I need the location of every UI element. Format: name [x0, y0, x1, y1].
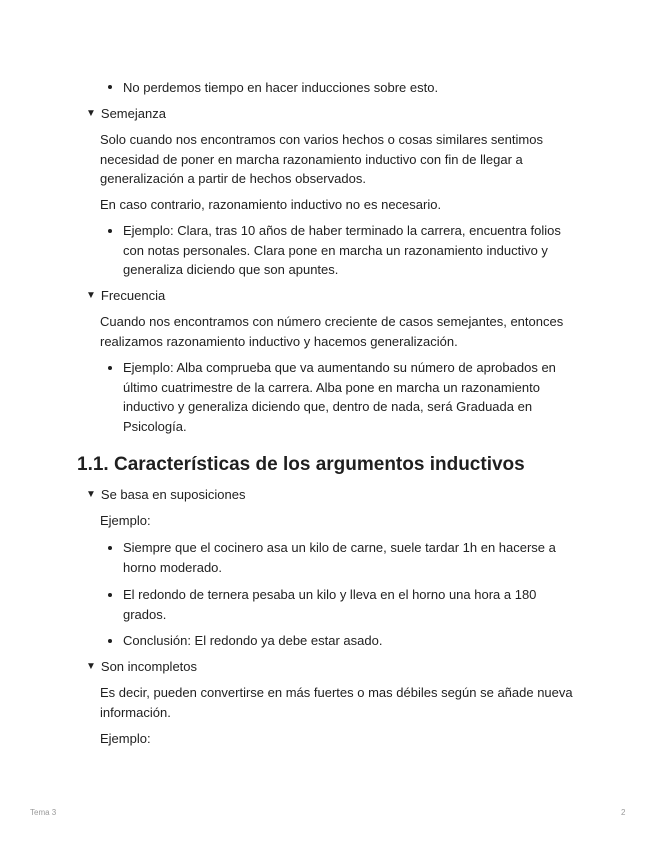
section-heading: 1.1. Características de los argumentos inductivos	[77, 454, 525, 475]
toggle-title: Frecuencia	[100, 288, 166, 303]
intro-bullet: No perdemos tiempo en hacer inducciones sobre esto.	[123, 80, 439, 95]
paragraph: Ejemplo:	[100, 731, 151, 746]
footer-page-number: 2	[621, 808, 626, 817]
bullet-dot	[108, 229, 112, 233]
toggle-title: Son incompletos	[100, 659, 198, 674]
triangle-down-icon: ▼	[86, 489, 96, 500]
list-item: Siempre que el cocinero asa un kilo de carne, suele tardar 1h en hacerse a horno moderado.	[123, 540, 556, 575]
list-item: Ejemplo: Clara, tras 10 años de haber terminado la carrera, encuentra folios con notas personales. Clara pone en marcha un razonamiento inductivo y generaliza diciendo que son apuntes.	[123, 223, 561, 277]
list-item: Ejemplo: Alba comprueba que va aumentando su número de aprobados en último cuatrimestre de la carrera. Alba pone en marcha un razonamiento inductivo y generaliza diciendo que, dentro de nada, será Graduada en Psicología.	[123, 360, 556, 434]
toggle-semejanza[interactable]	[86, 105, 166, 123]
toggle-incompletos[interactable]	[86, 658, 197, 676]
list-item: El redondo de ternera pesaba un kilo y lleva en el horno una hora a 180 grados.	[123, 587, 537, 622]
toggle-title: Se basa en suposiciones	[100, 487, 246, 502]
toggle-frecuencia[interactable]	[86, 287, 165, 305]
bullet-dot	[108, 546, 112, 550]
list-item: Conclusión: El redondo ya debe estar asado.	[123, 633, 383, 648]
toggle-title: Semejanza	[100, 106, 166, 121]
paragraph: Es decir, pueden convertirse en más fuertes o mas débiles según se añade nueva información.	[100, 685, 573, 720]
paragraph: Ejemplo:	[100, 513, 151, 528]
triangle-down-icon: ▼	[86, 661, 96, 672]
bullet-dot	[108, 85, 112, 89]
toggle-suposiciones[interactable]	[86, 486, 245, 504]
paragraph: Cuando nos encontramos con número creciente de casos semejantes, entonces realizamos razonamiento inductivo y hacemos generalización.	[100, 314, 564, 349]
bullet-dot	[108, 639, 112, 643]
paragraph: Solo cuando nos encontramos con varios hechos o cosas similares sentimos necesidad de poner en marcha razonamiento inductivo con fin de llegar a generalización a partir de hechos observados.	[100, 132, 543, 186]
footer-left: Tema 3	[30, 808, 57, 817]
bullet-dot	[108, 593, 112, 597]
bullet-dot	[108, 366, 112, 370]
paragraph: En caso contrario, razonamiento inductivo no es necesario.	[100, 197, 442, 212]
triangle-down-icon: ▼	[86, 108, 96, 119]
triangle-down-icon: ▼	[86, 290, 96, 301]
